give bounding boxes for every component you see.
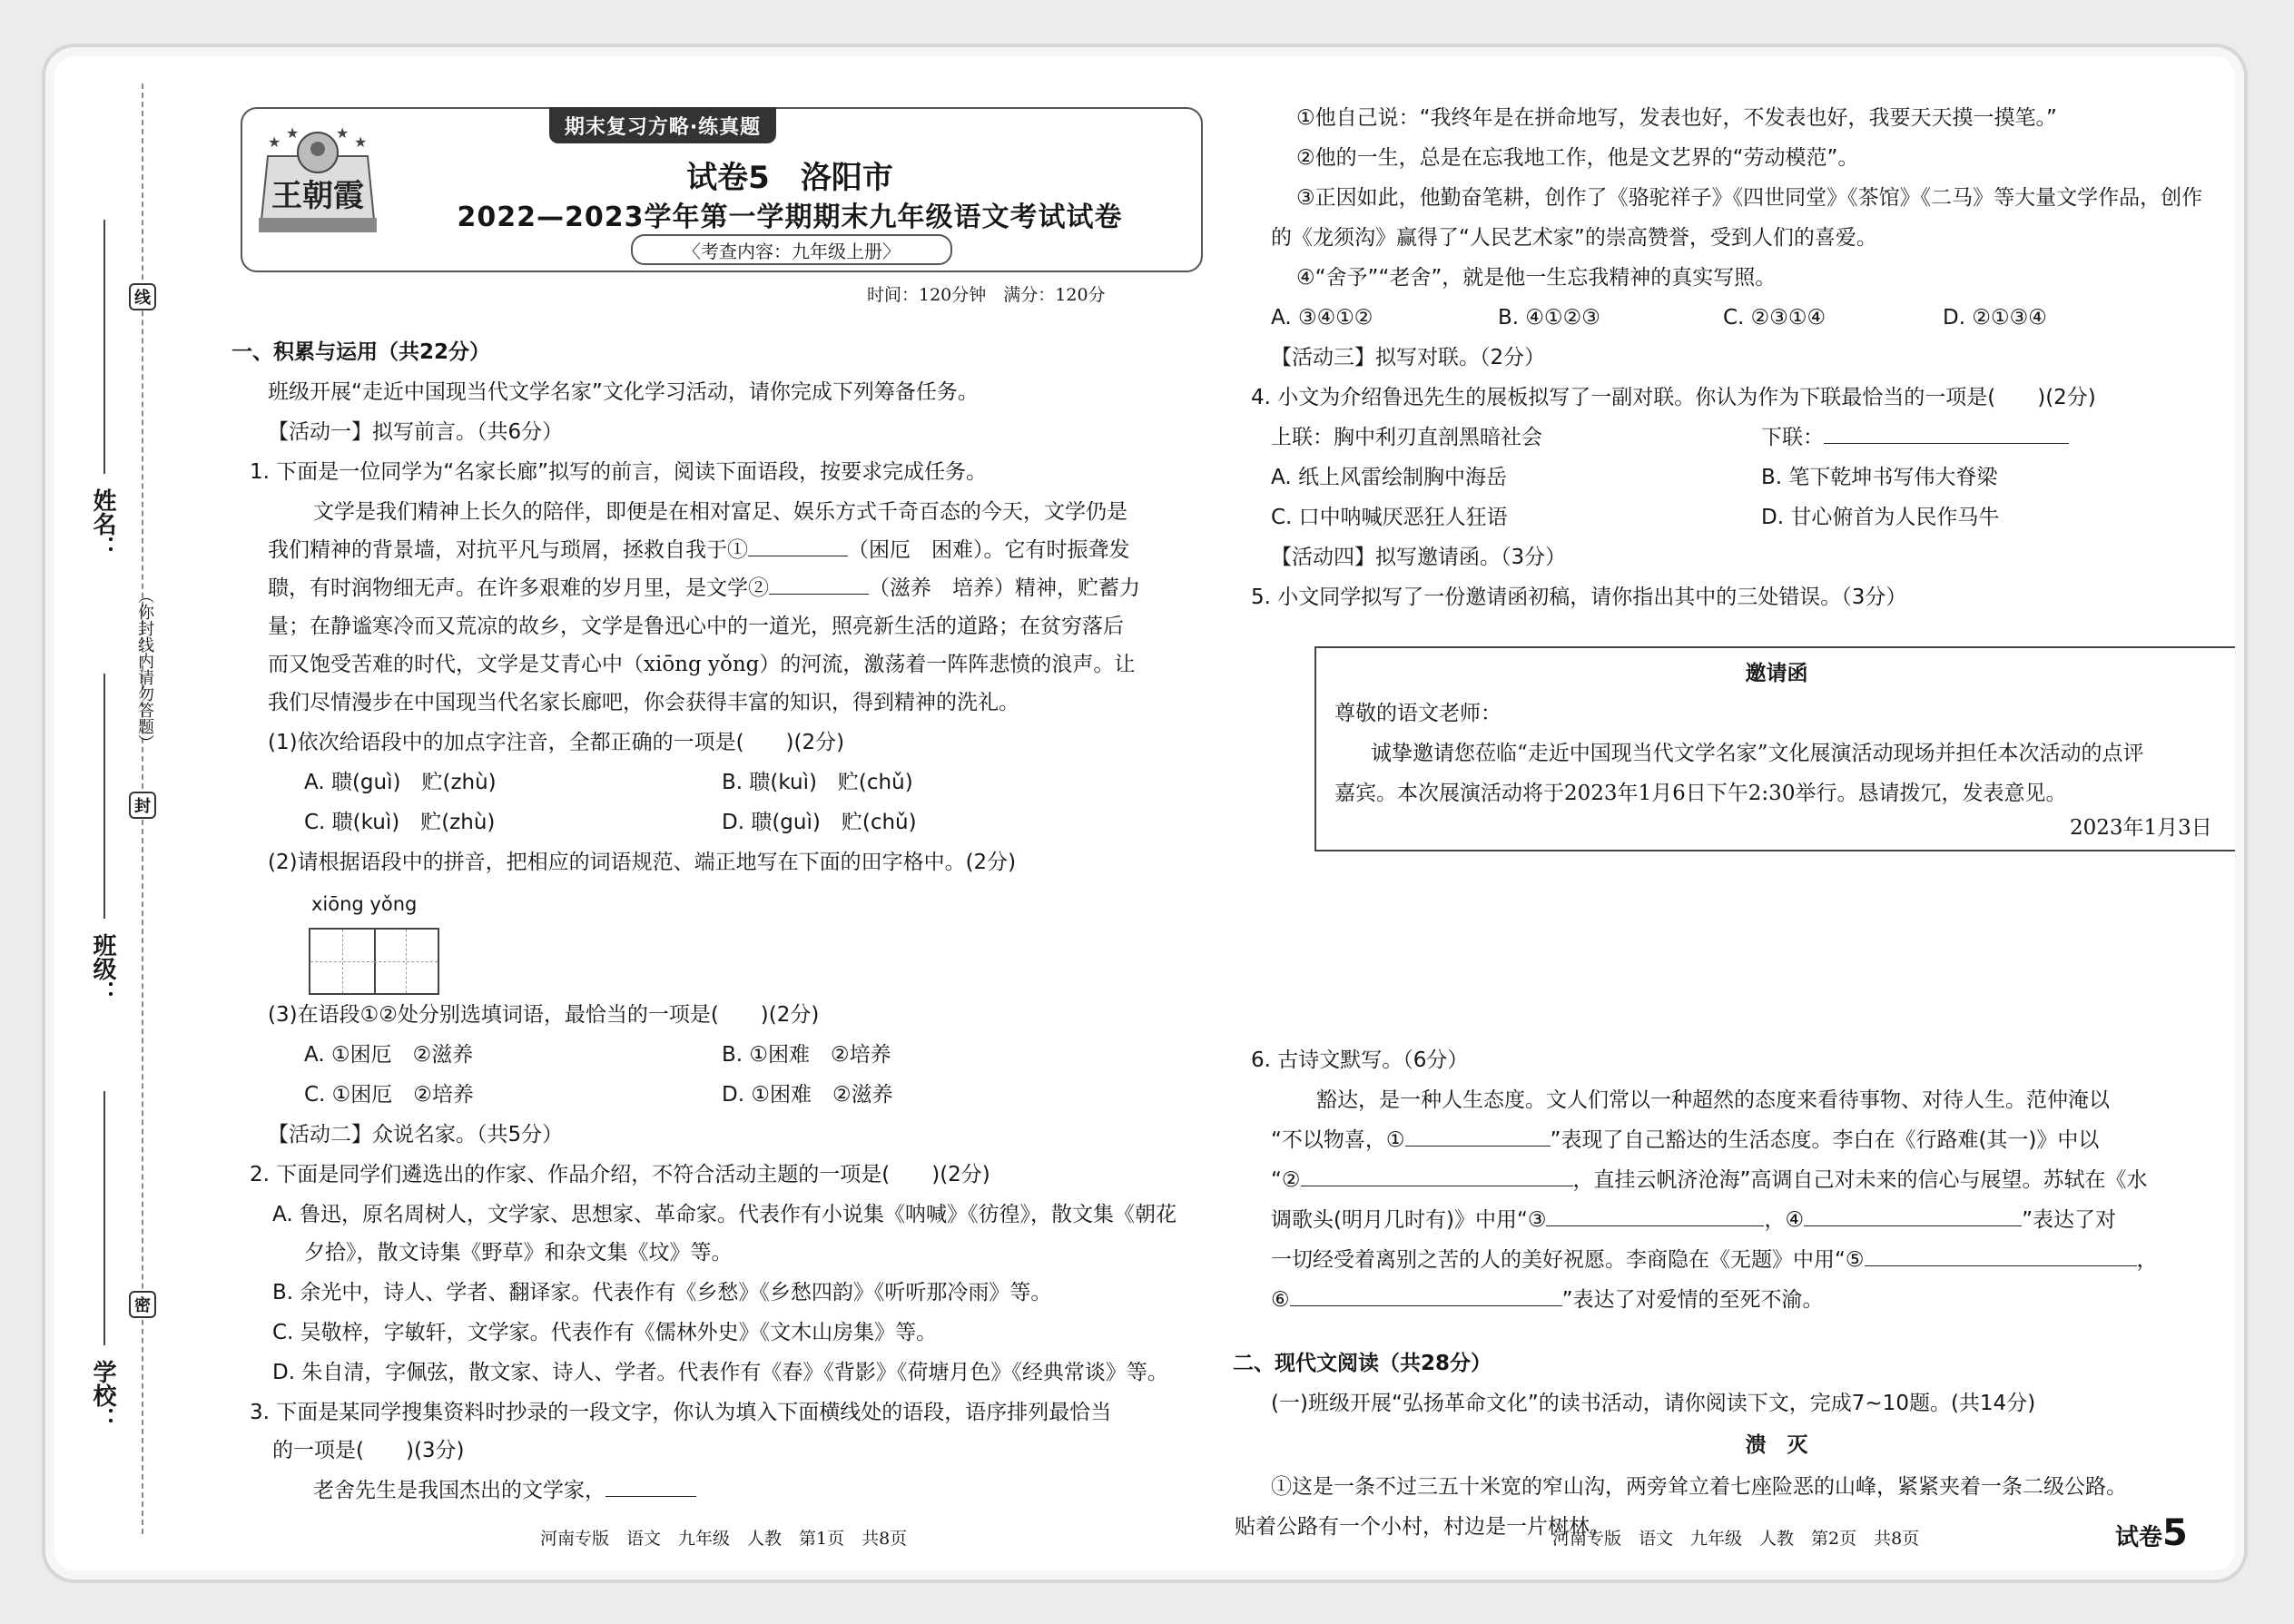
passage-line: 我们精神的背景墙，对抗平凡与琐屑，拯救自我于① （困厄 困难）。它有时振聋发 <box>268 536 1130 565</box>
svg-text:王朝霞: 王朝霞 <box>271 178 364 214</box>
intro-text: 班级开展“走近中国现当代文学名家”文化学习活动，请你完成下列筹备任务。 <box>268 380 979 404</box>
passage-line: 我们尽情漫步在中国现当代名家长廊吧，你会获得丰富的知识，得到精神的洗礼。 <box>268 691 1019 714</box>
option-b[interactable]: B. 聩(kuì) 贮(chǔ) <box>722 771 913 794</box>
exam-sheet <box>54 56 2235 1570</box>
question-6: 6. 古诗文默写。（6分） <box>1251 1048 1469 1072</box>
binding-margin <box>54 56 177 1570</box>
option-c[interactable]: C. 口中呐喊厌恶狂人狂语 <box>1271 506 1508 529</box>
class-write-line <box>103 674 105 919</box>
upper-couplet: 上联：胸中利刃直剖黑暗社会 <box>1271 426 1542 449</box>
poem-passage-line: “不以物喜，① ”表现了自己豁达的生活态度。李白在《行路难(其一)》中以 <box>1271 1126 2099 1155</box>
invitation-date: 2023年1月3日 <box>2070 816 2212 840</box>
option-d[interactable]: D. ②①③④ <box>1943 306 2047 330</box>
activity-3-heading: 【活动三】拟写对联。（2分） <box>1271 346 1546 369</box>
header-banner: 期末复习方略·练真题 <box>549 107 776 143</box>
section-1-heading: 一、积累与运用（共22分） <box>231 340 491 364</box>
question-2: 2. 下面是同学们遴选出的作家、作品介绍，不符合活动主题的一项是( )(2分) <box>250 1163 990 1186</box>
poem-passage-line: 一切经受着离别之苦的人的美好祝愿。李商隐在《无题》中用“⑤ ， <box>1271 1245 2158 1275</box>
question-1-2: (2)请根据语段中的拼音，把相应的词语规范、端正地写在下面的田字格中。(2分) <box>268 851 1017 874</box>
time-score-info: 时间：120分钟 满分：120分 <box>867 285 1106 305</box>
exam-title: 试卷5 洛阳市 <box>686 160 893 196</box>
blank-poem-1[interactable] <box>1405 1126 1551 1147</box>
option-c[interactable]: C. 聩(kuì) 贮(zhù) <box>304 811 496 834</box>
section-2-heading: 二、现代文阅读（共28分） <box>1233 1352 1492 1375</box>
blank-3[interactable] <box>605 1476 696 1497</box>
sentence-4: ④“舍予”“老舍”，就是他一生忘我精神的真实写照。 <box>1296 266 1777 290</box>
question-5: 5. 小文同学拟写了一份邀请函初稿，请你指出其中的三处错误。（3分） <box>1251 586 1907 609</box>
option-a[interactable]: A. 纸上风雷绘制胸中海岳 <box>1271 466 1507 489</box>
sentence-1: ①他自己说：“我终年是在拼命地写，发表也好，不发表也好，我要天天摸一摸笔。” <box>1296 106 2057 130</box>
question-1: 1. 下面是一位同学为“名家长廊”拟写的前言，阅读下面语段，按要求完成任务。 <box>250 460 988 484</box>
sentence-3: ③正因如此，他勤奋笔耕，创作了《骆驼祥子》《四世同堂》《茶馆》《二马》等大量文学作品，创作 <box>1296 186 2203 210</box>
option-d[interactable]: D. ①困难 ②滋养 <box>722 1083 893 1107</box>
option-c[interactable]: C. 吴敬梓，字敏轩，文学家。代表作有《儒林外史》《文木山房集》等。 <box>272 1321 938 1344</box>
activity-1-heading: 【活动一】拟写前言。（共6分） <box>268 420 564 444</box>
pinyin-hint: xiōng yǒng <box>311 893 418 915</box>
binding-mark-xian: 线 <box>129 283 156 310</box>
option-a[interactable]: A. ③④①② <box>1271 306 1373 330</box>
option-c[interactable]: C. ①困厄 ②培养 <box>304 1083 474 1107</box>
binding-mark-feng: 封 <box>129 792 156 819</box>
option-b[interactable]: B. 余光中，诗人、学者、翻译家。代表作有《乡愁》《乡愁四韵》《听听那冷雨》等。 <box>272 1281 1052 1304</box>
option-b[interactable]: B. 笔下乾坤书写伟大脊梁 <box>1761 466 1998 489</box>
lower-couplet-blank[interactable] <box>1824 423 2069 444</box>
activity-4-heading: 【活动四】拟写邀请函。（3分） <box>1271 546 1567 569</box>
passage-line: 量；在静谧寒冷而又荒凉的故乡，文学是鲁迅心中的一道光，照亮新生活的道路；在贫穷落后 <box>268 615 1124 638</box>
page-footer-right: 河南专版 语文 九年级 人教 第2页 共8页 <box>1552 1529 1920 1549</box>
blank-poem-6[interactable] <box>1290 1285 1562 1306</box>
blank-poem-2[interactable] <box>1301 1166 1573 1186</box>
question-4: 4. 小文为介绍鲁迅先生的展板拟写了一副对联。你认为作为下联最恰当的一项是( )(2分) <box>1251 386 2096 409</box>
svg-text:★: ★ <box>286 124 300 142</box>
option-d[interactable]: D. 朱自清，字佩弦，散文家、诗人、学者。代表作有《春》《背影》《荷塘月色》《经典常谈》等。 <box>272 1361 1168 1384</box>
invitation-greeting: 尊敬的语文老师： <box>1334 702 1501 725</box>
invitation-title: 邀请函 <box>1745 662 1808 685</box>
activity-2-heading: 【活动二】众说名家。（共5分） <box>268 1123 564 1147</box>
article-line: ①这是一条不过三五十米宽的窄山沟，两旁耸立着七座险恶的山峰，紧紧夹着一条二级公路。 <box>1271 1475 2127 1499</box>
lower-couplet: 下联： <box>1761 423 2069 452</box>
svg-text:★: ★ <box>354 133 368 151</box>
binding-mark-mi: 密 <box>129 1291 156 1318</box>
class-label: 班级： <box>89 933 116 1004</box>
poem-passage-line: 豁达，是一种人生态度。文人们常以一种超然的态度来看待事物、对待人生。范仲淹以 <box>1316 1088 2110 1112</box>
option-a[interactable]: A. 聩(guì) 贮(zhù) <box>304 771 497 794</box>
option-a-cont: 夕拾》，散文诗集《野草》和杂文集《坟》等。 <box>304 1241 733 1265</box>
option-a[interactable]: A. 鲁迅，原名周树人，文学家、思想家、革命家。代表作有小说集《呐喊》《彷徨》，散文集《朝花 <box>272 1203 1177 1226</box>
blank-2[interactable] <box>769 574 869 595</box>
name-label: 姓名： <box>89 488 116 559</box>
option-d[interactable]: D. 甘心俯首为人民作马牛 <box>1761 506 2000 529</box>
option-b[interactable]: B. ①困难 ②培养 <box>722 1043 891 1067</box>
option-d[interactable]: D. 聩(guì) 贮(chǔ) <box>722 811 917 834</box>
blank-poem-4[interactable] <box>1804 1206 2022 1226</box>
blank-poem-5[interactable] <box>1865 1245 2137 1266</box>
passage-line: 而又饱受苦难的时代，文学是艾青心中（xiōng yǒng）的河流，激荡着一阵阵悲愤的浪声。让 <box>268 653 1136 676</box>
question-1-3: (3)在语段①②处分别选填词语，最恰当的一项是( )(2分) <box>268 1003 820 1027</box>
passage-line: 文学是我们精神上长久的陪伴，即便是在相对富足、娱乐方式千奇百态的今天，文学仍是 <box>313 500 1127 524</box>
article-line: 贴着公路有一个小村，村边是一片树林。 <box>1235 1515 1610 1539</box>
svg-text:★: ★ <box>268 133 281 151</box>
school-label: 学校： <box>89 1360 116 1431</box>
blank-1[interactable] <box>748 536 848 556</box>
page-footer-left: 河南专版 语文 九年级 人教 第1页 共8页 <box>540 1529 908 1549</box>
sentence-2: ②他的一生，总是在忘我地工作，他是文艺界的“劳动模范”。 <box>1296 146 1859 170</box>
article-title: 溃 灭 <box>1745 1433 1808 1457</box>
binding-note: （你封线内请勿答题） <box>135 587 154 751</box>
tianzige-grid[interactable] <box>309 928 439 995</box>
option-c[interactable]: C. ②③①④ <box>1723 306 1826 330</box>
school-write-line <box>103 1091 105 1345</box>
subsection-1: (一)班级开展“弘扬革命文化”的读书活动，请你阅读下文，完成7~10题。(共14分) <box>1271 1392 2036 1415</box>
paper-number: 试卷5 <box>2115 1512 2188 1554</box>
invitation-body-cont: 嘉宾。本次展演活动将于2023年1月6日下午2:30举行。恳请拨冗，发表意见。 <box>1334 782 2067 805</box>
passage-line: 聩，有时润物细无声。在许多艰难的岁月里，是文学② （滋养 培养）精神，贮蓄力 <box>268 574 1140 603</box>
svg-text:★: ★ <box>336 124 350 142</box>
question-1-1: (1)依次给语段中的加点字注音，全都正确的一项是( )(2分) <box>268 731 845 754</box>
poem-passage-line: “② ，直挂云帆济沧海”高调自己对未来的信心与展望。苏轼在《水 <box>1271 1166 2147 1195</box>
option-a[interactable]: A. ①困厄 ②滋养 <box>304 1043 474 1067</box>
question-3-cont: 的一项是( )(3分) <box>272 1439 465 1462</box>
exam-subtitle: 2022—2023学年第一学期期末九年级语文考试试卷 <box>457 202 1123 233</box>
question-3-stem: 老舍先生是我国杰出的文学家， <box>313 1476 696 1505</box>
option-b[interactable]: B. ④①②③ <box>1498 306 1600 330</box>
sentence-3-cont: 的《龙须沟》赢得了“人民艺术家”的崇高赞誉，受到人们的喜爱。 <box>1271 226 1877 250</box>
blank-poem-3[interactable] <box>1546 1206 1764 1226</box>
poem-passage-line: ⑥ ”表达了对爱情的至死不渝。 <box>1271 1285 1824 1314</box>
poem-passage-line: 调歌头(明月几时有)》中用“③ ，④ ”表达了对 <box>1271 1206 2116 1235</box>
question-3: 3. 下面是某同学搜集资料时抄录的一段文字，你认为填入下面横线处的语段，语序排列最恰当 <box>250 1401 1112 1424</box>
name-write-line <box>103 220 105 474</box>
exam-scope: 〈考查内容：九年级上册〉 <box>631 234 952 265</box>
invitation-body: 诚挚邀请您莅临“走近中国现当代文学名家”文化展演活动现场并担任本次活动的点评 <box>1371 742 2144 765</box>
publisher-logo <box>250 120 386 245</box>
